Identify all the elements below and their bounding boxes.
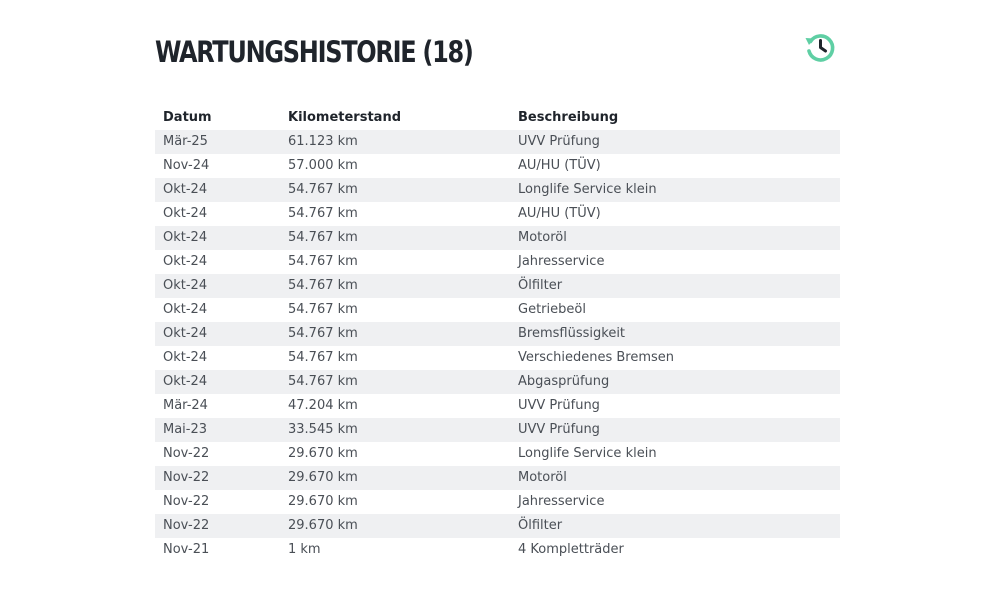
table-row bbox=[155, 442, 840, 466]
cell-mileage: 33.545 km bbox=[280, 418, 510, 442]
table-header-row bbox=[155, 106, 840, 130]
cell-mileage: 54.767 km bbox=[280, 346, 510, 370]
cell-date: Nov-21 bbox=[155, 538, 280, 562]
cell-description: UVV Prüfung bbox=[510, 394, 840, 418]
cell-mileage: 54.767 km bbox=[280, 178, 510, 202]
cell-date: Mär-25 bbox=[155, 130, 280, 154]
table-row bbox=[155, 418, 840, 442]
cell-description: Bremsflüssigkeit bbox=[510, 322, 840, 346]
cell-date: Okt-24 bbox=[155, 250, 280, 274]
cell-date: Okt-24 bbox=[155, 370, 280, 394]
table-row bbox=[155, 274, 840, 298]
cell-mileage: 54.767 km bbox=[280, 274, 510, 298]
table-row bbox=[155, 178, 840, 202]
table-row bbox=[155, 394, 840, 418]
cell-description: UVV Prüfung bbox=[510, 130, 840, 154]
cell-description: Longlife Service klein bbox=[510, 178, 840, 202]
cell-mileage: 54.767 km bbox=[280, 370, 510, 394]
column-header-date: Datum bbox=[163, 110, 212, 125]
cell-description: AU/HU (TÜV) bbox=[510, 202, 840, 226]
table-row bbox=[155, 538, 840, 562]
history-button[interactable] bbox=[802, 29, 838, 65]
cell-date: Mai-23 bbox=[155, 418, 280, 442]
cell-description: Abgasprüfung bbox=[510, 370, 840, 394]
cell-date: Okt-24 bbox=[155, 298, 280, 322]
cell-date: Okt-24 bbox=[155, 322, 280, 346]
cell-date: Okt-24 bbox=[155, 274, 280, 298]
cell-mileage: 61.123 km bbox=[280, 130, 510, 154]
cell-description: Motoröl bbox=[510, 226, 840, 250]
page-title: WARTUNGSHISTORIE (18) bbox=[155, 35, 473, 69]
cell-mileage: 54.767 km bbox=[280, 298, 510, 322]
cell-mileage: 47.204 km bbox=[280, 394, 510, 418]
cell-description: AU/HU (TÜV) bbox=[510, 154, 840, 178]
column-header-mileage: Kilometerstand bbox=[288, 110, 402, 125]
column-header-description: Beschreibung bbox=[518, 110, 619, 125]
cell-description: Longlife Service klein bbox=[510, 442, 840, 466]
cell-description: Ölfilter bbox=[510, 274, 840, 298]
cell-date: Nov-22 bbox=[155, 442, 280, 466]
table-row bbox=[155, 250, 840, 274]
table-row bbox=[155, 370, 840, 394]
table-row bbox=[155, 154, 840, 178]
table-row bbox=[155, 298, 840, 322]
cell-description: Ölfilter bbox=[510, 514, 840, 538]
cell-date: Okt-24 bbox=[155, 178, 280, 202]
cell-date: Okt-24 bbox=[155, 202, 280, 226]
cell-mileage: 1 km bbox=[280, 538, 510, 562]
cell-date: Okt-24 bbox=[155, 226, 280, 250]
history-icon bbox=[802, 29, 838, 65]
maintenance-history-table bbox=[155, 106, 840, 562]
cell-description: Getriebeöl bbox=[510, 298, 840, 322]
cell-mileage: 29.670 km bbox=[280, 490, 510, 514]
cell-mileage: 29.670 km bbox=[280, 514, 510, 538]
table-row bbox=[155, 322, 840, 346]
cell-description: Motoröl bbox=[510, 466, 840, 490]
cell-mileage: 29.670 km bbox=[280, 442, 510, 466]
cell-date: Okt-24 bbox=[155, 346, 280, 370]
cell-mileage: 54.767 km bbox=[280, 250, 510, 274]
table-row bbox=[155, 490, 840, 514]
table-row bbox=[155, 130, 840, 154]
cell-date: Nov-24 bbox=[155, 154, 280, 178]
cell-mileage: 57.000 km bbox=[280, 154, 510, 178]
cell-description: Jahresservice bbox=[510, 250, 840, 274]
table-row bbox=[155, 202, 840, 226]
cell-description: Verschiedenes Bremsen bbox=[510, 346, 840, 370]
table-row bbox=[155, 514, 840, 538]
table-row bbox=[155, 466, 840, 490]
cell-mileage: 54.767 km bbox=[280, 226, 510, 250]
table-row bbox=[155, 226, 840, 250]
cell-description: UVV Prüfung bbox=[510, 418, 840, 442]
cell-date: Nov-22 bbox=[155, 490, 280, 514]
cell-description: Jahresservice bbox=[510, 490, 840, 514]
cell-mileage: 54.767 km bbox=[280, 322, 510, 346]
cell-date: Mär-24 bbox=[155, 394, 280, 418]
cell-date: Nov-22 bbox=[155, 466, 280, 490]
cell-date: Nov-22 bbox=[155, 514, 280, 538]
cell-description: 4 Kompletträder bbox=[510, 538, 840, 562]
cell-mileage: 29.670 km bbox=[280, 466, 510, 490]
table-row bbox=[155, 346, 840, 370]
cell-mileage: 54.767 km bbox=[280, 202, 510, 226]
